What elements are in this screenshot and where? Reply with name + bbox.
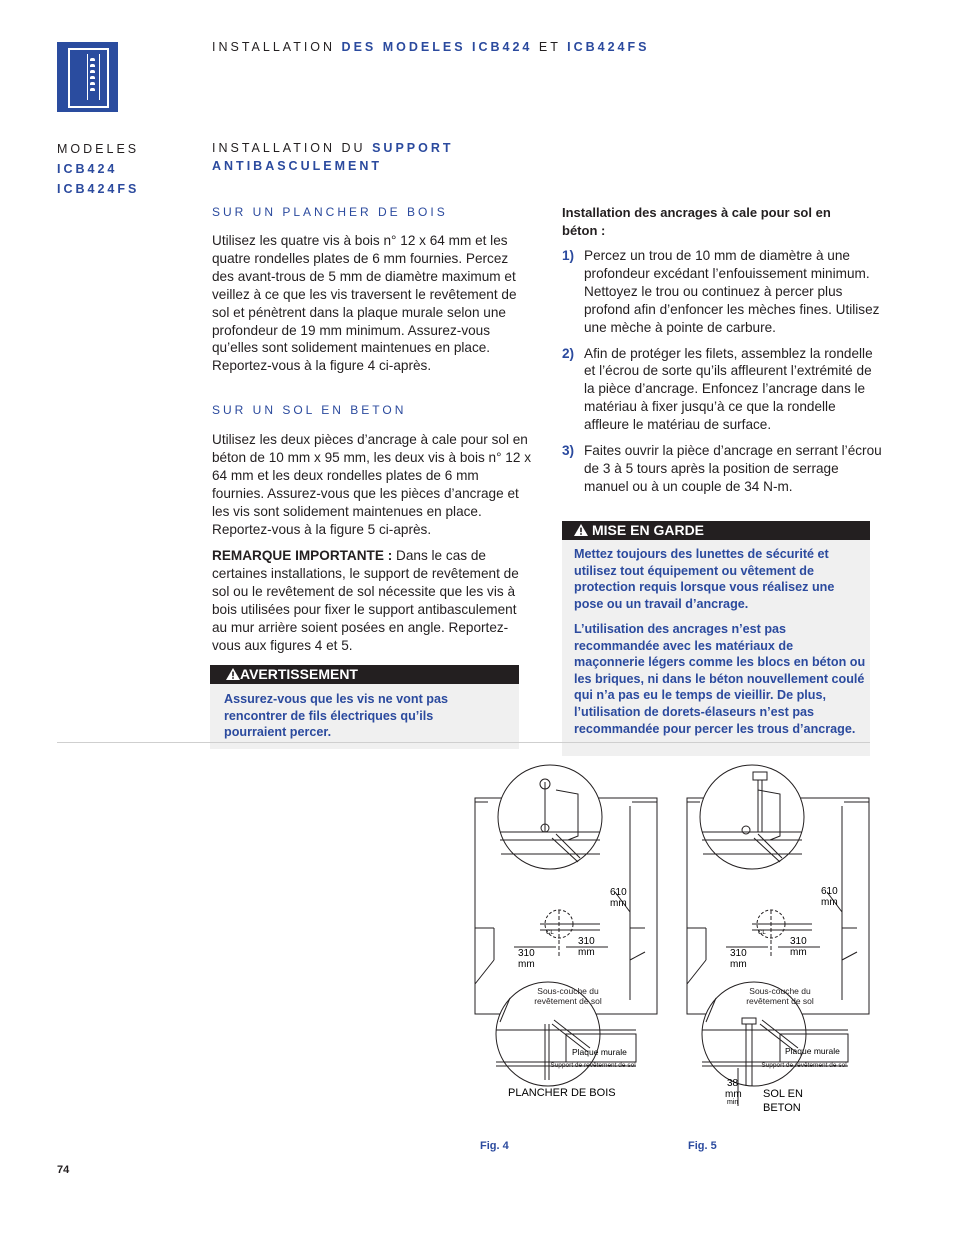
brand-logo-icon — [57, 42, 118, 112]
anchor-step-2 — [562, 345, 884, 435]
header-highlight-model2: ICB424FS — [567, 40, 650, 54]
concrete-floor-heading: SUR UN SOL EN BETON — [212, 403, 407, 417]
fig4-dim-310a: 310 — [518, 948, 535, 959]
caution-bar — [562, 521, 870, 540]
wood-floor-heading: SUR UN PLANCHER DE BOIS — [212, 205, 448, 219]
important-note — [212, 547, 524, 654]
fig5-depth-value: 38 — [727, 1078, 739, 1089]
fig5-underlay-text: Sous-couche du revêtement de sol — [746, 986, 814, 1006]
fig4-plate-label: Plaque murale — [572, 1047, 627, 1057]
section-title — [212, 139, 454, 175]
important-note-label: REMARQUE IMPORTANTE : — [212, 548, 393, 563]
section-title-highlight-2: ANTIBASCULEMENT — [212, 159, 382, 173]
warning-icon — [226, 665, 240, 684]
step-number: 2) — [562, 345, 575, 361]
fig4-floor-label: PLANCHER DE BOIS — [508, 1087, 616, 1099]
sidebar-model-2: ICB424FS — [57, 182, 140, 196]
anchor-step-3 — [562, 442, 884, 496]
step-number: 3) — [562, 443, 575, 459]
anchor-steps — [562, 247, 884, 496]
figure-5-caption: Fig. 5 — [688, 1140, 717, 1152]
fig5-dim-310a: 310 — [730, 948, 747, 959]
caution-title: MISE EN GARDE — [592, 522, 705, 538]
caution-paragraph-2: L’utilisation des ancrages n’est pas recommandée avec les matériaux de maçonnerie légers comme les blocs en béton ou les briques, ni dans le béton nouvellement coulé qui n’a pas eu le temps de vieillir. De plus, l’utilisation de dorets-élaseurs n’est pas recommandée pour percer les trous d’ancrage. — [574, 622, 866, 736]
fig5-underlay-label — [730, 986, 830, 1014]
warning-icon — [574, 521, 588, 540]
fig5-dim-610-unit: mm — [821, 897, 838, 908]
page-number: 74 — [57, 1164, 70, 1176]
section-title-prefix: INSTALLATION DU — [212, 141, 366, 155]
caution-paragraph-1: Mettez toujours des lunettes de sécurité et utilisez tout équipement ou vêtement de protection requis lorsque vous réalisez une pose ou un travail d’ancrage. — [574, 547, 835, 611]
fig4-dim-610-unit: mm — [610, 898, 627, 909]
logo-frame — [68, 48, 109, 108]
page-header — [212, 40, 649, 54]
fig4-dim-310b: 310 — [578, 936, 595, 947]
fig4-subfloor-text: Support de revêtement de sol — [550, 1062, 636, 1069]
wood-floor-text: Utilisez les quatre vis à bois n° 12 x 64 mm et les quatre rondelles plates de 6 mm fournies. Percez des avant-trous de 5 mm de diamètre maximum et veillez à ce que les vis traversent le revêtement de sol et pénètrent dans la plaque murale selon une profondeur de 19 mm minimum. Assurez-vous qu’elles sont solidement maintenues en place. Reportez-vous à la figure 4 ci-après. — [212, 233, 517, 374]
fig5-dim-310b: 310 — [790, 936, 807, 947]
fig5-dim-310b-unit: mm — [790, 947, 807, 958]
fig5-plate-label: Plaque murale — [785, 1046, 840, 1056]
figure-5-diagram — [682, 762, 882, 1122]
warning-text: Assurez-vous que les vis ne vont pas rencontrer de fils électriques qu’ils pourraient percer. — [224, 692, 448, 740]
section-divider — [57, 742, 870, 743]
sidebar-models — [57, 139, 139, 199]
header-highlight-models: DES MODELES ICB424 — [341, 40, 533, 54]
step-text: Afin de protéger les filets, assemblez la rondelle et l’écrou de sorte qu’ils affleurent l’extrémité de la pièce d’ancrage. Enfoncez l’ancrage dans le matériau à fixer jusqu’à ce que la rondelle affleure le matériau de surface. — [584, 345, 873, 433]
fig4-subfloor-label — [548, 1062, 638, 1080]
concrete-floor-text: Utilisez les deux pièces d’ancrage à cale pour sol en béton de 10 mm x 95 mm, les deux vis à bois n° 12 x 64 mm et les deux rondelles plates de 6 mm fournies. Assurez-vous que les pièces d’ancrage et les vis sont solidement maintenues en place. Reportez-vous à la figure 5 ci-après. — [212, 432, 532, 537]
fig4-dim-310a-unit: mm — [518, 959, 535, 970]
step-text: Faites ouvrir la pièce d’ancrage en serrant l’écrou de 3 à 5 tours après la position de serrage manuel ou à un couple de 34 N-m. — [584, 443, 882, 494]
warning-box — [210, 684, 519, 749]
step-text: Percez un trou de 10 mm de diamètre à une profondeur excédant l’enfouissement minimum. Nettoyez le trou ou continuez à percer plus profond afin d’enfoncer les mèches fines. Utilisez une mèche à pointe de carbure. — [584, 248, 880, 335]
figure-4-caption: Fig. 4 — [480, 1140, 509, 1152]
caution-box — [562, 540, 870, 756]
warning-title: AVERTISSEMENT — [240, 666, 358, 682]
fig5-centerline: CL — [758, 930, 766, 936]
fig5-subfloor-label — [758, 1062, 850, 1080]
logo-dots — [90, 58, 97, 94]
section-title-highlight-1: SUPPORT — [372, 141, 454, 155]
fig5-floor-label-2: BETON — [763, 1102, 801, 1114]
fig5-subfloor-text: Support de revêtement de sol — [761, 1062, 847, 1069]
fig4-underlay-text: Sous-couche du revêtement de sol — [534, 986, 602, 1006]
header-middle: ET — [538, 40, 561, 54]
fig5-floor-label-1: SOL EN — [763, 1088, 803, 1100]
sidebar-label: MODELES — [57, 142, 140, 156]
warning-bar — [210, 665, 519, 684]
fig4-dim-610: 610 — [610, 887, 627, 898]
anchors-heading: Installation des ancrages à cale pour sol en béton : — [562, 205, 831, 238]
figure-4-diagram — [470, 762, 670, 1122]
fig4-dim-310b-unit: mm — [578, 947, 595, 958]
header-prefix: INSTALLATION — [212, 40, 336, 54]
fig5-depth-min: min — [727, 1099, 739, 1106]
anchor-step-1 — [562, 247, 884, 337]
sidebar-model-1: ICB424 — [57, 162, 118, 176]
important-note-text: Dans le cas de certaines installations, le support de revêtement de sol ou le revêtement de sol nécessite que les vis à bois utilisées pour fixer le support antibasculement au mur arrière soient posées en angle. Reportez-vous aux figures 4 et 5. — [212, 548, 519, 653]
step-number: 1) — [562, 248, 575, 263]
fig4-centerline: CL — [546, 930, 554, 936]
fig5-dim-310a-unit: mm — [730, 959, 747, 970]
fig5-dim-610: 610 — [821, 886, 838, 897]
fig4-underlay-label — [518, 986, 618, 1014]
fig5-depth-unit: mm — [725, 1089, 742, 1100]
